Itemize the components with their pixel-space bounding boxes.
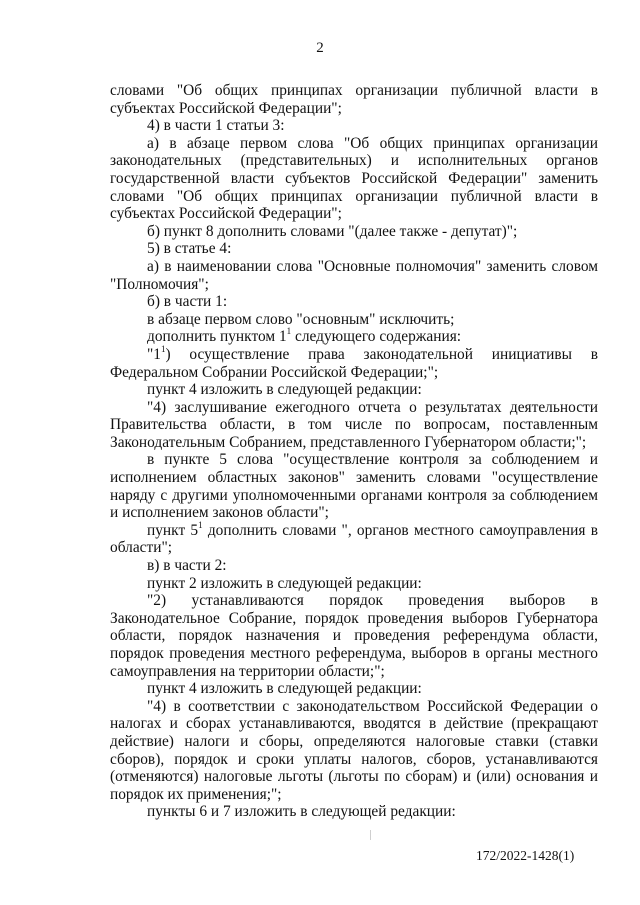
paragraph-16: пункт 2 изложить в следующей редакции: (147, 574, 422, 592)
paragraph-20: пункты 6 и 7 изложить в следующей редакции: (147, 803, 456, 821)
paragraph-3: а) в абзаце первом слова "Об общих принципах организации законодательных (представительных) и исполнительных органов государственной власти субъектов Российской Федерации" заменить словами "Об общих принципах организации публичной власти в субъектах Российской Федерации"; (110, 134, 598, 223)
paragraph-17: "2) устанавливаются порядок проведения выборов в Законодательное Собрание, порядок проведения выборов Губернатора области, порядок назначения и проведения референдума области, порядок проведения местного референдума, выборов в органы местного самоуправления на территории области;"; (110, 592, 598, 680)
paragraph-14-end: дополнить словами ", органов местного самоуправления в области"; (110, 521, 598, 557)
paragraph-13: в пункте 5 слова "осуществление контроля за соблюдением и исполнением областных законов" заменить словами "осуществление наряду с другими уполномоченными органами контроля за соблюдением и исполнением законов области"; (110, 451, 598, 522)
document-code: 172/2022-1428(1) (476, 848, 575, 863)
paragraph-9-start: дополнить пунктом 1 (147, 328, 287, 346)
paragraph-10-end: ) осуществление права законодательной инициативы в Федеральном Собрании Российской Федерации;"; (110, 345, 598, 381)
paragraph-5: 5) в статье 4: (147, 240, 232, 258)
page-number: 2 (316, 40, 324, 56)
paragraph-8: в абзаце первом слово "основным" исключить; (147, 310, 455, 328)
paragraph-11: пункт 4 изложить в следующей редакции: (147, 381, 422, 399)
document-body (110, 82, 598, 821)
paragraph-9 (110, 328, 598, 346)
paragraph-1: словами "Об общих принципах организации публичной власти в субъектах Российской Федерации"; (110, 82, 598, 117)
paragraph-14-start: пункт 5 (147, 521, 199, 539)
paragraph-12: "4) заслушивание ежегодного отчета о результатах деятельности Правительства области, в том числе по вопросам, поставленным Законодательным Собранием, представленного Губернатором области;"; (110, 398, 598, 451)
scan-artifact (370, 830, 371, 840)
superscript-one: 1 (198, 519, 203, 530)
superscript-one: 1 (286, 326, 292, 337)
paragraph-2: 4) в части 1 статьи 3: (147, 117, 285, 135)
superscript-one: 1 (160, 343, 166, 354)
paragraph-7: б) в части 1: (147, 293, 228, 311)
paragraph-6: а) в наименовании слова "Основные полномочия" заменить словом "Полномочия"; (110, 257, 598, 293)
paragraph-9-end: следующего содержания: (291, 328, 462, 346)
paragraph-4: б) пункт 8 дополнить словами "(далее также - депутат)"; (147, 222, 518, 240)
paragraph-18: пункт 4 изложить в следующей редакции: (147, 680, 422, 698)
paragraph-10-start: "1 (147, 345, 161, 363)
paragraph-15: в) в части 2: (147, 557, 227, 575)
paragraph-19: "4) в соответствии с законодательством Российской Федерации о налогах и сборах устанавливаются, вводятся в действие (прекращают действие) налоги и сборы, определяются налоговые ставки (ставки сборов), порядок и сроки уплаты налогов, сборов, устанавливаются (отменяются) налоговые льготы (льготы по сборам) и (или) основания и порядок их применения;"; (110, 697, 598, 803)
paragraph-14 (110, 519, 598, 557)
paragraph-10 (110, 343, 598, 381)
